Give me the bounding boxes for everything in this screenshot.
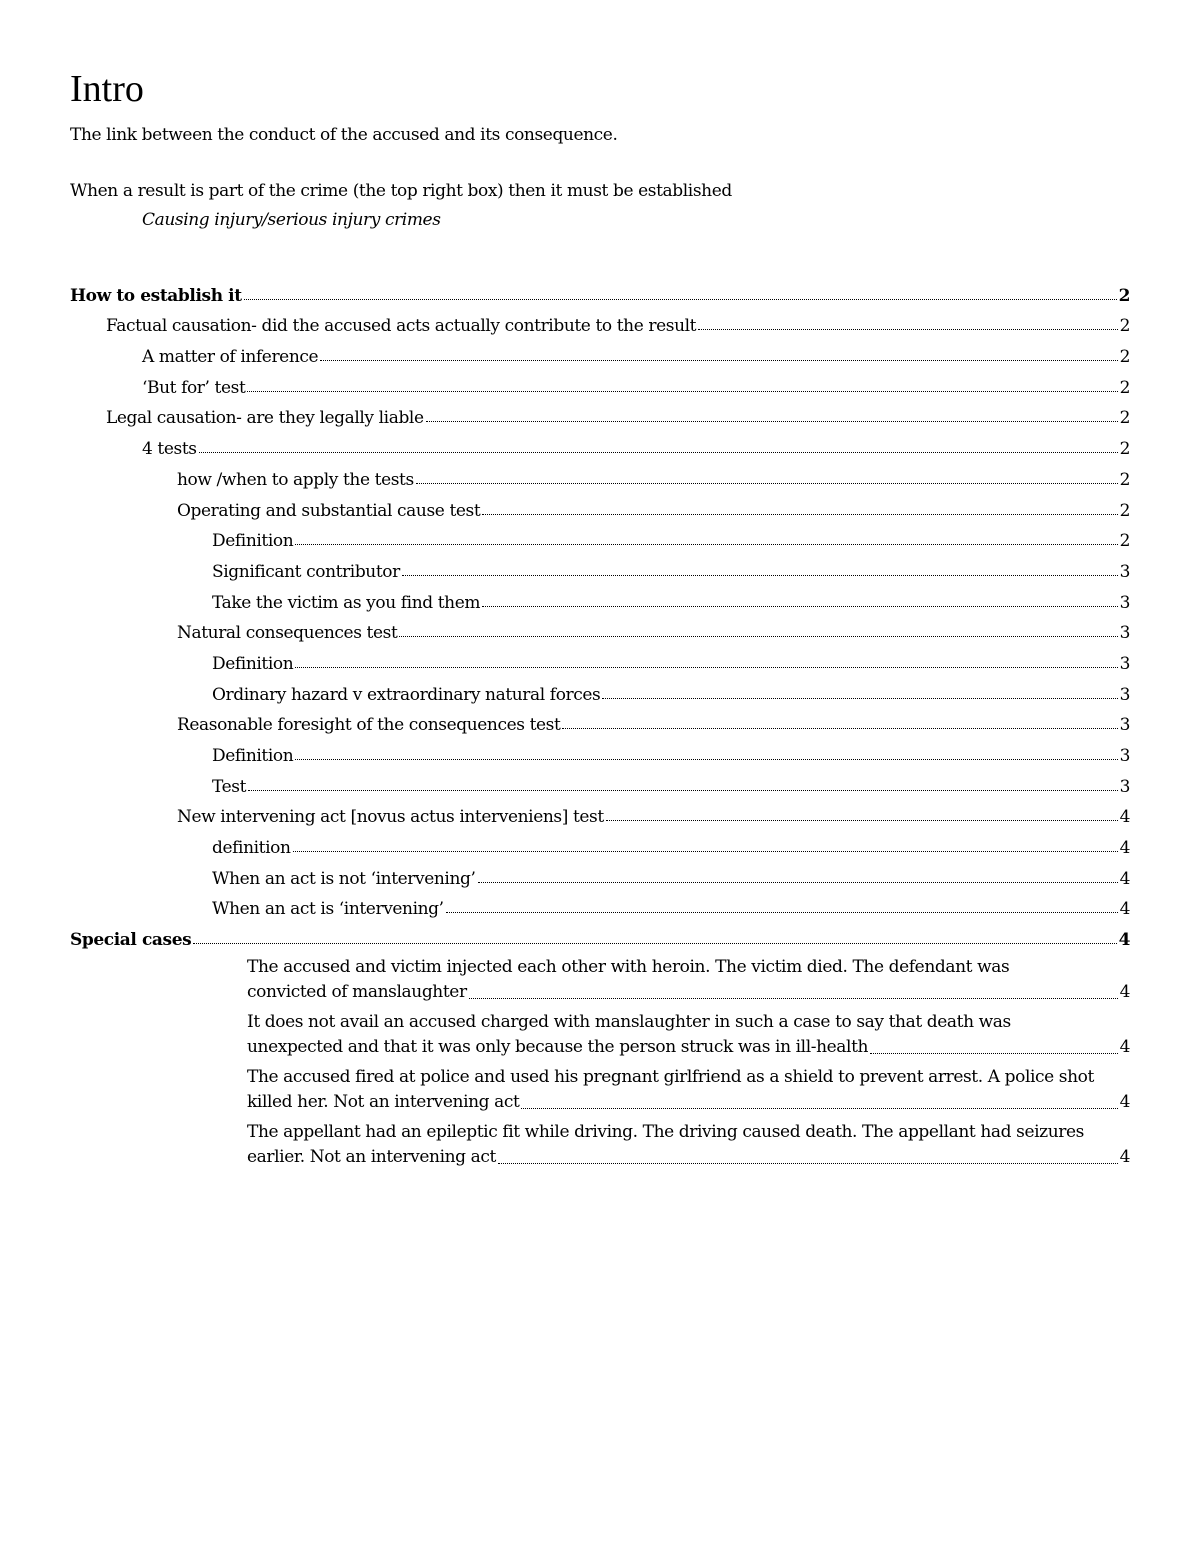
toc-entry-label: When an act is not ‘intervening’ <box>212 868 476 889</box>
special-case-last-line <box>247 1145 1130 1170</box>
toc-entry-label: Definition <box>212 653 294 674</box>
toc-page-number: 2 <box>1119 531 1130 552</box>
toc-entry-label: Special cases <box>70 930 192 951</box>
toc-entry-label: Significant contributor <box>212 561 400 582</box>
toc-page-number: 3 <box>1119 715 1130 736</box>
toc-entry[interactable] <box>70 551 1130 582</box>
toc-dot-leader <box>482 606 1117 607</box>
toc-page-number: 4 <box>1119 807 1130 828</box>
toc-entry[interactable] <box>70 428 1130 459</box>
special-case-entry[interactable] <box>70 1120 1130 1170</box>
special-case-entry[interactable] <box>70 1010 1130 1060</box>
toc-dot-leader <box>469 998 1118 999</box>
toc-page-number: 3 <box>1119 684 1130 705</box>
result-paragraph: When a result is part of the crime (the top right box) then it must be established <box>70 181 732 201</box>
toc-page-number: 3 <box>1119 653 1130 674</box>
toc-dot-leader <box>247 391 1117 392</box>
toc-dot-leader <box>562 728 1117 729</box>
table-of-contents <box>70 275 1130 950</box>
special-case-entry[interactable] <box>70 1065 1130 1115</box>
toc-page-number: 3 <box>1119 746 1130 766</box>
toc-entry-label: Reasonable foresight of the consequences test <box>177 715 561 736</box>
toc-entry-label: Factual causation- did the accused acts actually contribute to the result <box>106 316 697 337</box>
toc-entry[interactable] <box>70 889 1130 920</box>
toc-page-number: 4 <box>1119 899 1130 920</box>
page-title: Intro <box>70 68 144 110</box>
toc-page-number: 2 <box>1119 347 1130 368</box>
toc-dot-leader <box>402 575 1118 576</box>
toc-entry-label: When an act is ‘intervening’ <box>212 899 444 920</box>
toc-page-number: 4 <box>1119 1037 1130 1058</box>
toc-page-number: 4 <box>1119 868 1130 889</box>
toc-entry[interactable] <box>70 521 1130 552</box>
toc-entry[interactable] <box>70 336 1130 367</box>
toc-dot-leader <box>521 1108 1117 1109</box>
toc-entry[interactable] <box>70 705 1130 736</box>
toc-dot-leader <box>870 1053 1118 1054</box>
toc-page-number: 2 <box>1119 439 1130 460</box>
toc-dot-leader <box>248 790 1118 791</box>
toc-page-number: 3 <box>1119 623 1130 644</box>
toc-dot-leader <box>426 421 1118 422</box>
toc-dot-leader <box>193 943 1116 944</box>
special-case-text-line1: The appellant had an epileptic fit while driving. The driving caused death. The appellant had seizures <box>247 1122 1084 1143</box>
toc-entry-label: how /when to apply the tests <box>177 469 414 490</box>
toc-entry-label: Definition <box>212 746 294 766</box>
toc-dot-leader <box>606 820 1118 821</box>
examples-line: Causing injury/serious injury crimes <box>142 210 441 230</box>
toc-dot-leader <box>320 360 1117 361</box>
toc-entry[interactable] <box>70 275 1130 306</box>
toc-entry-label: 4 tests <box>142 439 197 460</box>
toc-entry[interactable] <box>70 582 1130 613</box>
toc-page-number: 3 <box>1119 592 1130 613</box>
document-page <box>70 70 1130 1170</box>
special-case-last-line <box>247 980 1130 1005</box>
toc-entry-label: Take the victim as you find them <box>212 592 481 613</box>
special-case-text-line2: convicted of manslaughter <box>247 982 467 1003</box>
toc-entry[interactable] <box>70 398 1130 429</box>
toc-page-number: 4 <box>1119 1147 1130 1168</box>
toc-entry-label: Legal causation- are they legally liable <box>106 408 424 429</box>
toc-entry-label: A matter of inference <box>142 347 319 368</box>
toc-page-number: 4 <box>1119 838 1130 859</box>
toc-dot-leader <box>482 514 1117 515</box>
toc-entry[interactable] <box>70 613 1130 644</box>
toc-dot-leader <box>295 759 1117 760</box>
toc-entry[interactable] <box>70 766 1130 797</box>
toc-page-number: 2 <box>1119 500 1130 521</box>
special-case-text-line2: earlier. Not an intervening act <box>247 1147 496 1168</box>
special-case-text-line2: killed her. Not an intervening act <box>247 1092 520 1113</box>
toc-entry[interactable] <box>70 858 1130 889</box>
special-cases-list <box>70 955 1130 1170</box>
toc-entry[interactable] <box>70 735 1130 766</box>
special-case-last-line <box>247 1090 1130 1115</box>
toc-entry-label: Ordinary hazard v extraordinary natural forces <box>212 684 601 705</box>
toc-entry-label: How to establish it <box>70 285 242 306</box>
special-case-text-line1: The accused fired at police and used his pregnant girlfriend as a shield to prevent arrest. A police shot <box>247 1067 1094 1088</box>
toc-entry[interactable] <box>70 490 1130 521</box>
toc-entry-label: Definition <box>212 531 294 552</box>
toc-page-number: 4 <box>1119 1092 1130 1113</box>
special-case-entry[interactable] <box>70 955 1130 1005</box>
toc-dot-leader <box>498 1163 1118 1164</box>
toc-entry[interactable] <box>70 367 1130 398</box>
special-case-text-line2: unexpected and that it was only because the person struck was in ill-health <box>247 1037 869 1058</box>
toc-page-number: 2 <box>1119 316 1130 337</box>
toc-entry[interactable] <box>70 306 1130 337</box>
toc-dot-leader <box>478 882 1118 883</box>
toc-page-number: 3 <box>1119 561 1130 582</box>
toc-page-number: 4 <box>1119 982 1130 1003</box>
toc-page-number: 2 <box>1119 469 1130 490</box>
toc-entry-label: Test <box>212 776 247 797</box>
toc-entry[interactable] <box>70 674 1130 705</box>
toc-dot-leader <box>416 483 1118 484</box>
toc-dot-leader <box>244 299 1117 300</box>
toc-page-number: 4 <box>1118 930 1130 951</box>
toc-entry-label: New intervening act [novus actus interveniens] test <box>177 807 604 828</box>
toc-dot-leader <box>199 452 1118 453</box>
toc-entry-label: Operating and substantial cause test <box>177 500 481 521</box>
special-case-text-line1: It does not avail an accused charged with manslaughter in such a case to say that death was <box>247 1012 1011 1033</box>
toc-entry[interactable] <box>70 643 1130 674</box>
toc-dot-leader <box>446 912 1118 913</box>
toc-entry[interactable] <box>70 827 1130 858</box>
toc-dot-leader <box>295 544 1117 545</box>
toc-dot-leader <box>293 851 1118 852</box>
special-case-last-line <box>247 1035 1130 1060</box>
toc-entry[interactable] <box>70 459 1130 490</box>
toc-page-number: 3 <box>1119 776 1130 797</box>
toc-page-number: 2 <box>1119 408 1130 429</box>
toc-dot-leader <box>295 667 1117 668</box>
toc-entry-label: Natural consequences test <box>177 623 398 644</box>
toc-entry-label: definition <box>212 838 291 859</box>
toc-page-number: 2 <box>1118 285 1130 306</box>
special-case-text-line1: The accused and victim injected each other with heroin. The victim died. The defendant was <box>247 957 1010 978</box>
toc-dot-leader <box>698 329 1117 330</box>
toc-entry[interactable] <box>70 797 1130 828</box>
intro-paragraph: The link between the conduct of the accused and its consequence. <box>70 125 618 145</box>
toc-dot-leader <box>399 636 1117 637</box>
toc-dot-leader <box>602 698 1117 699</box>
toc-entry-label: ‘But for’ test <box>142 377 246 398</box>
toc-entry[interactable] <box>70 919 1130 950</box>
toc-page-number: 2 <box>1119 377 1130 398</box>
